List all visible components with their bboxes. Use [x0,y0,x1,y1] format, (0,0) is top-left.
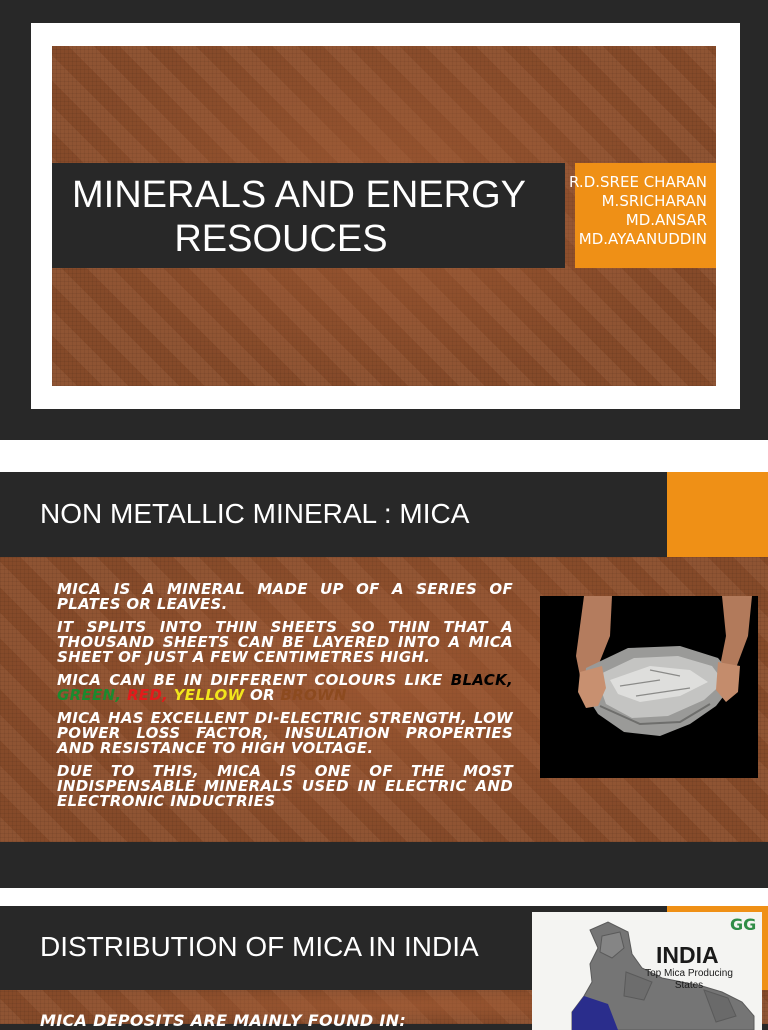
color-black: BLACK, [450,671,513,689]
geeks-logo: GG [730,915,757,934]
slide-3 [0,906,768,1030]
bullet-3-or: OR [249,686,275,704]
author-1: R.D.SREE CHARAN [569,173,707,191]
bullet-3-prefix: MICA CAN BE IN DIFFERENT COLOURS LIKE [57,671,443,689]
slide-2-orange-block [667,472,768,557]
slide-2-bullets [57,582,513,817]
slide-1-title-line2: RESOUCES [174,218,388,260]
map-title: INDIA [656,942,719,968]
mica-hands-illustration [540,596,758,778]
map-subtitle-line2: States [674,980,704,991]
slide-gap-2 [0,888,768,906]
slide-1-title-line1: MINERALS AND ENERGY [72,174,526,216]
slide-2 [0,472,768,888]
map-subtitle-line1: Top Mica Producing [645,968,733,979]
bullet-4: MICA HAS EXCELLENT DI-ELECTRIC STRENGTH, LOW POWER LOSS FACTOR, INSULATION PROPERTIES AND RESISTANCE TO HIGH VOLTAGE. [57,709,513,757]
color-green: GREEN, [57,686,122,704]
author-2: M.SRICHARAN [601,192,707,210]
slide-3-body-start: MICA DEPOSITS ARE MAINLY FOUND IN: [40,1011,407,1030]
bullet-2: IT SPLITS INTO THIN SHEETS SO THIN THAT A THOUSAND SHEETS CAN BE LAYERED INTO A MICA SHEET OF JUST A FEW CENTIMETRES HIGH. [57,618,513,666]
slide-gap-1 [0,440,768,472]
bullet-5: DUE TO THIS, MICA IS ONE OF THE MOST INDISPENSABLE MINERALS USED IN ELECTRIC AND ELECTRONIC INDUCTRIES [57,762,513,810]
slide-1-authors [540,173,707,249]
bullet-3 [57,673,513,703]
india-map-card [532,912,762,1030]
slide-1 [0,0,768,440]
color-yellow: YELLOW [173,686,245,704]
slide-2-title: NON METALLIC MINERAL : MICA [40,498,470,529]
slide-1-title-box [52,163,565,268]
bullet-1: MICA IS A MINERAL MADE UP OF A SERIES OF PLATES OR LEAVES. [57,580,513,613]
author-3: MD.ANSAR [625,211,707,229]
color-brown: BROWN [280,686,347,704]
mica-photo [540,596,758,778]
map-subtitle [644,968,734,992]
author-4: MD.AYAANUDDIN [578,230,707,248]
slide-3-title: DISTRIBUTION OF MICA IN INDIA [40,931,479,962]
color-red: RED, [126,686,169,704]
